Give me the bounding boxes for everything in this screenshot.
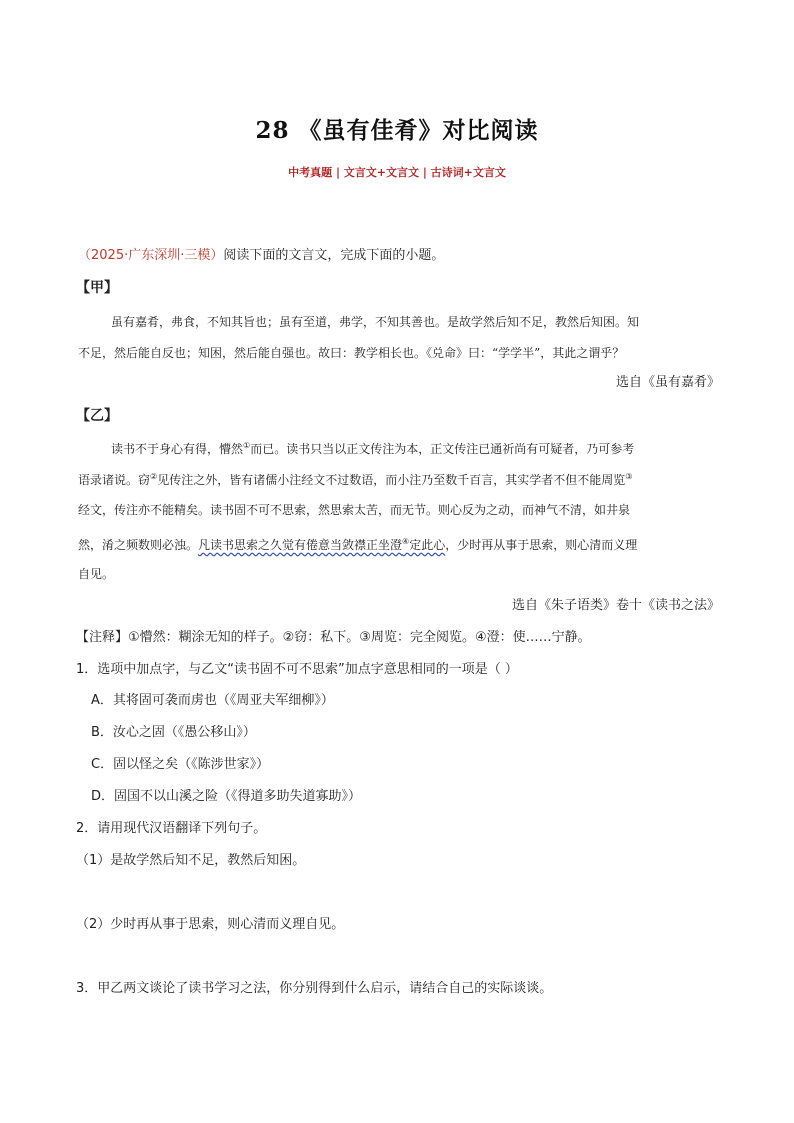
passage-yi-line: 然，淆之频数则必浊。凡读书思索之久觉有倦意当敛襟正坐澄④定此心，少时再从事于思索，则心清而义理: [78, 537, 638, 552]
footnote-marker: ③: [625, 472, 633, 481]
question-2-sentence: （1）是故学然后知不足，教然后知困。: [76, 853, 306, 868]
passage-jia-line: 虽有嘉肴，弗食，不知其旨也；虽有至道，弗学，不知其善也。是故学然后知不足，教然后知困。知: [111, 315, 640, 329]
footnote-marker: ②: [150, 472, 158, 481]
question-1-option: A．其将固可袭而虏也（《周亚夫军细柳》）: [91, 693, 334, 708]
passage-yi-citation: 选自《朱子语类》卷十《读书之法》: [511, 598, 720, 613]
passage-jia-label: 【甲】: [76, 280, 118, 296]
question-1-option: D．固国不以山溪之险（《得道多助失道寡助》）: [91, 789, 362, 804]
passage-jia-line: 不足，然后能自反也；知困，然后能自强也。故曰：教学相长也。《兑命》曰：“学学半”，其此之谓乎？: [78, 346, 625, 360]
question-1-option: C．固以怪之矣（《陈涉世家》）: [91, 757, 270, 772]
question-3-stem: 3．甲乙两文谈论了读书学习之法，你分别得到什么启示，请结合自己的实际谈谈。: [76, 981, 553, 996]
question-2-stem: 2．请用现代汉语翻译下列句子。: [76, 821, 267, 836]
passage-yi-line: 自见。: [78, 567, 115, 581]
question-1-option: B．汝心之固（《愚公移山》）: [91, 725, 256, 740]
passage-yi-line: 经文，传注亦不能精矣。读书固不可不思索，然思索太苦，而无节。则心反为之动，而神气不清，如井泉: [78, 503, 631, 517]
passage-yi-line: 读书不于身心有得，懵然①而已。读书只当以正文传注为本，正文传注已通祈尚有可疑者，乃可参考: [111, 441, 635, 456]
page-subtitle: 中考真题 | 文言文+文言文 | 古诗词+文言文: [288, 166, 506, 179]
passage-yi-line: 语录诸说。窃②见传注之外，皆有诸儒小注经文不过数语，而小注乃至数千百言，其实学者不但不能周览③: [78, 472, 633, 487]
wavy-underlined-sentence: 凡读书思索之久觉有倦意当敛襟正坐澄④定此心: [198, 537, 446, 552]
annotations: 【注释】①懵然：糊涂无知的样子。②窃：私下。③周览：完全阅览。④澄：使……宁静。: [76, 630, 591, 645]
intro-line: [78, 246, 444, 266]
page-title: 28 《虽有佳肴》对比阅读: [255, 117, 539, 144]
question-1-stem: 1．选项中加点字，与乙文“读书固不可不思索”加点字意思相同的一项是（ ）: [76, 662, 518, 677]
passage-jia-citation: 选自《虽有嘉肴》: [615, 375, 720, 390]
passage-yi-label: 【乙】: [76, 408, 118, 424]
exam-source: （2025·广东深圳·三模）: [78, 248, 224, 263]
intro-instruction: 阅读下面的文言文，完成下面的小题。: [223, 248, 445, 263]
footnote-marker: ④: [402, 537, 410, 546]
question-2-sentence: （2）少时再从事于思索，则心清而义理自见。: [76, 917, 345, 932]
footnote-marker: ①: [243, 441, 251, 450]
